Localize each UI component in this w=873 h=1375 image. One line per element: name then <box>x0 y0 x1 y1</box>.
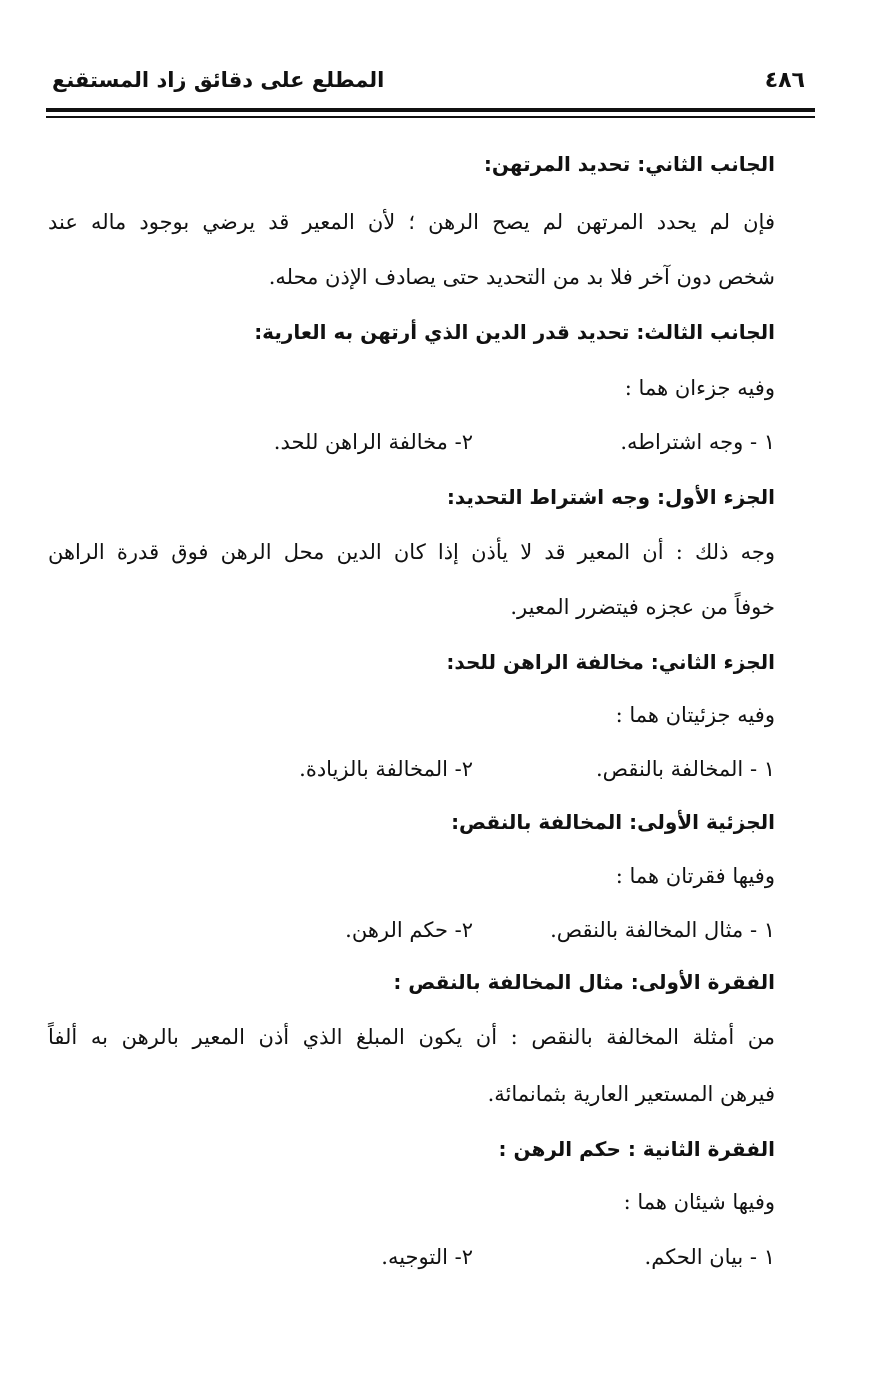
heading-aspect-2: الجانب الثاني: تحديد المرتهن: <box>483 152 775 176</box>
list-item: ٢- حكم الرهن. <box>345 918 473 942</box>
heading-part-1: الجزء الأول: وجه اشتراط التحديد: <box>446 485 775 509</box>
list-intro: وفيها شيئان هما : <box>623 1190 775 1214</box>
list-item: ٢- التوجيه. <box>381 1245 473 1269</box>
paragraph-line: خوفاً من عجزه فيتضرر المعير. <box>510 595 775 619</box>
list-item: ١ - وجه اشتراطه. <box>620 430 775 454</box>
heading-subpart-1: الجزئية الأولى: المخالفة بالنقص: <box>451 810 775 834</box>
heading-paragraph-1: الفقرة الأولى: مثال المخالفة بالنقص : <box>393 970 775 994</box>
paragraph-line: وجه ذلك : أن المعير قد لا يأذن إذا كان الدين محل الرهن فوق قدرة الراهن <box>48 540 775 564</box>
list-intro: وفيه جزئيتان هما : <box>615 703 775 727</box>
paragraph-line: فإن لم يحدد المرتهن لم يصح الرهن ؛ لأن المعير قد يرضي بوجود ماله عند <box>48 210 775 234</box>
header-rule-thin <box>46 116 815 118</box>
list-item: ١ - المخالفة بالنقص. <box>595 757 775 781</box>
page-header <box>52 68 813 102</box>
heading-part-2: الجزء الثاني: مخالفة الراهن للحد: <box>446 650 775 674</box>
list-intro: وفيها فقرتان هما : <box>615 864 775 888</box>
list-item: ١ - مثال المخالفة بالنقص. <box>550 918 775 942</box>
list-intro: وفيه جزءان هما : <box>624 376 775 400</box>
page-number: ٤٨٦ <box>764 68 805 93</box>
list-item: ٢- مخالفة الراهن للحد. <box>273 430 473 454</box>
list-item: ١ - بيان الحكم. <box>644 1245 775 1269</box>
header-rule-thick <box>46 108 815 112</box>
list-item: ٢- المخالفة بالزيادة. <box>299 757 473 781</box>
running-title: المطلع على دقائق زاد المستقنع <box>52 68 385 92</box>
paragraph-line: شخص دون آخر فلا بد من التحديد حتى يصادف الإذن محله. <box>268 265 775 289</box>
paragraph-line: من أمثلة المخالفة بالنقص : أن يكون المبلغ الذي أذن المعير بالرهن به ألفاً <box>48 1025 775 1049</box>
heading-aspect-3: الجانب الثالث: تحديد قدر الدين الذي أرتهن به العارية: <box>254 320 775 344</box>
paragraph-line: فيرهن المستعير العارية بثمانمائة. <box>487 1082 775 1106</box>
heading-paragraph-2: الفقرة الثانية : حكم الرهن : <box>498 1137 775 1161</box>
